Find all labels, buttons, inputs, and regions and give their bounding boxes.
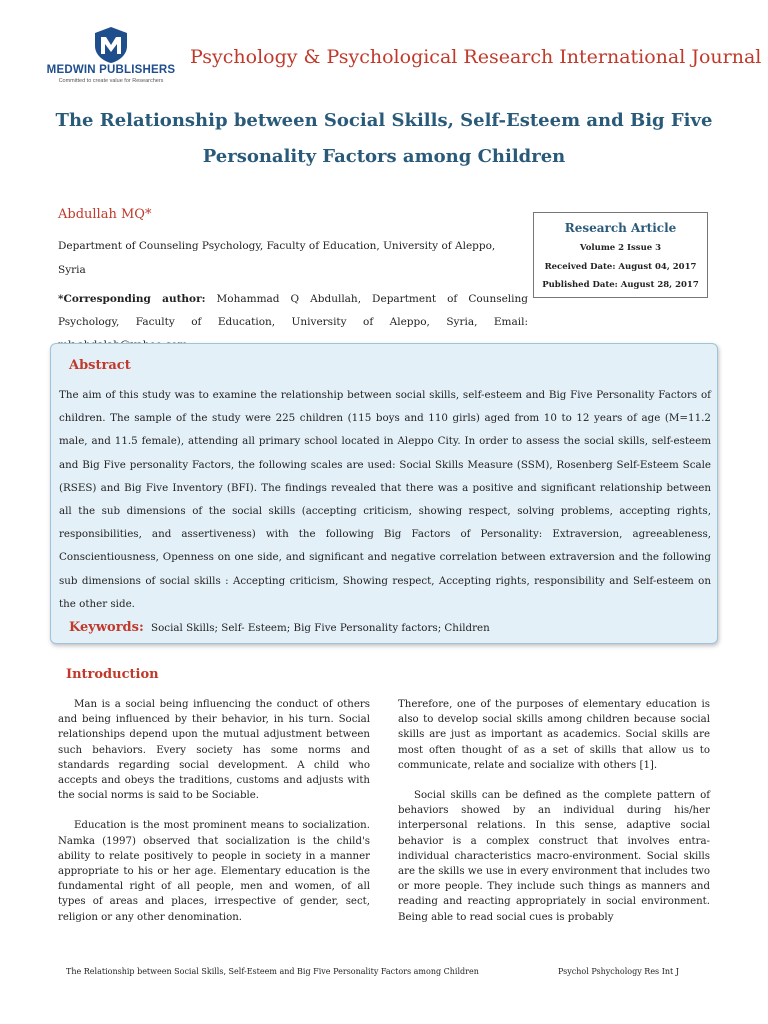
footer-running-title: The Relationship between Social Skills, Self-Esteem and Big Five Personality Factors among Children (66, 967, 479, 976)
publisher-name: MEDWIN PUBLISHERS (46, 64, 176, 76)
intro-paragraph: Man is a social being influencing the conduct of others and being influenced by their behavior, in his turn. Social relationships depend upon the mutual adjustment between such behaviors. Every society has some norms and standards regarding social development. A child who accepts and obeys the traditions, customs and adjusts with the social norms is said to be Sociable. (58, 699, 370, 802)
corresponding-text: Mohammad Q Abdullah, Department of Counseling Psychology, Faculty of Education, University of Aleppo, Syria, Email: (58, 293, 529, 328)
intro-paragraph: Therefore, one of the purposes of elementary education is also to develop social skills among children because social skills are just as important as academics. Social skills are most often thought of as a set of skills that allow us to communicate, relate and socialize with others [1]. (398, 699, 710, 771)
volume-issue: Volume 2 Issue 3 (579, 243, 662, 253)
abstract-heading: Abstract (69, 358, 131, 373)
medwin-shield-icon (93, 26, 129, 64)
intro-paragraph: Education is the most prominent means to socialization. Namka (1997) observed that socialization is the child's ability to relate positively to people in society in a manner appropriate to his or her age. Elementary education is the fundamental right of all people, men and women, of all types of areas and places, irrespective of gender, sect, religion or any other denomination. (58, 820, 370, 923)
abstract-text: The aim of this study was to examine the relationship between social skills, self-esteem and Big Five Personality Factors of children. The sample of the study were 225 children (115 boys and 110 girls) aged from 10 to 12 years of age (M=11.2 male, and 11.5 female), attending all primary school located in Aleppo City. In order to assess the social skills, self-esteem and Big Five personality Factors, the following scales are used: Social Skills Measure (SSM), Rosenberg Self-Esteem Scale (RSES) and Big Five Inventory (BFI). The findings revealed that there was a positive and significant relationship between all the sub dimensions of the social skills (accepting criticism, showing respect, solving problems, accepting rights, responsibilities, and assertiveness) with the following Big Factors of Personality: Extraversion, agreeableness, Conscientiousness, Openness on one side, and significant and negative correlation between extraversion and the following sub dimensions of social skills : Accepting criticism, Showing respect, Accepting rights, responsibility and Self-esteem on the other side. (59, 389, 711, 610)
intro-right-column (398, 697, 710, 940)
corresponding-label: *Corresponding author: (58, 293, 206, 305)
intro-left-column (58, 697, 370, 940)
abstract-box (50, 343, 718, 644)
footer-journal-abbrev: Psychol Pshychology Res Int J (558, 967, 679, 976)
author-name: Abdullah MQ* (58, 207, 152, 222)
published-date: Published Date: August 28, 2017 (542, 280, 699, 290)
journal-title: Psychology & Psychological Research International Journal (190, 46, 762, 68)
introduction-heading: Introduction (66, 667, 159, 682)
article-type: Research Article (564, 221, 677, 235)
article-title-line-2: Personality Factors among Children (202, 146, 566, 167)
author-affiliation: Department of Counseling Psychology, Faculty of Education, University of Aleppo, Syria (58, 240, 496, 276)
article-info-box (533, 212, 708, 298)
publisher-logo (46, 26, 176, 86)
publisher-tagline: Committed to create value for Researchers (58, 78, 164, 84)
article-title-line-1: The Relationship between Social Skills, Self-Esteem and Big Five (55, 110, 713, 131)
received-date: Received Date: August 04, 2017 (544, 262, 697, 272)
keywords-line (69, 620, 490, 635)
keywords-label: Keywords: (69, 620, 144, 635)
intro-paragraph: Social skills can be defined as the complete pattern of behaviors showed by an individual during his/her interpersonal relations. In this sense, adaptive social behavior is a complex construct that involves entra-individual characteristics macro-environment. Social skills are the skills we use in every environment that includes two or more people. They include such things as manners and reading and reacting appropriately in social environment. Being able to read social cues is probably (398, 790, 710, 923)
keywords-text: Social Skills; Self- Esteem; Big Five Personality factors; Children (151, 622, 490, 634)
